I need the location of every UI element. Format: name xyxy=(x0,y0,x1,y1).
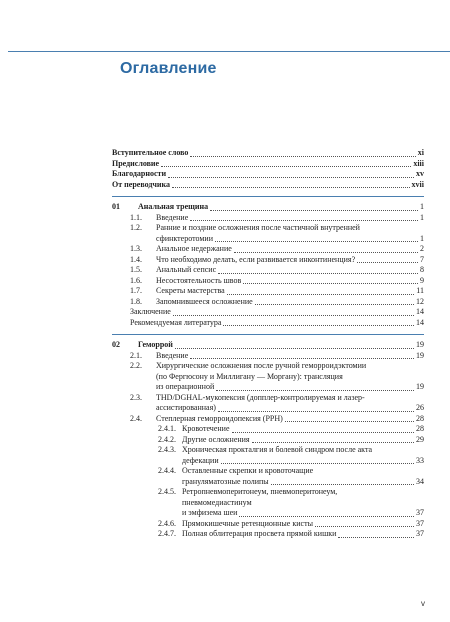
toc-entry-title: Секреты мастерства xyxy=(156,286,225,295)
toc-entry-page: xvii xyxy=(411,179,424,189)
toc-entry xyxy=(112,180,424,191)
dot-leader xyxy=(190,358,414,359)
toc-entry xyxy=(112,519,424,530)
toc-entry-continuation xyxy=(112,372,424,383)
dot-leader xyxy=(243,283,418,284)
dot-leader xyxy=(190,220,418,221)
dot-leader xyxy=(168,177,414,178)
dot-leader xyxy=(172,187,410,188)
toc-entry-number: 2.4.5. xyxy=(158,487,176,496)
toc-entry-number: 2.3. xyxy=(130,392,142,402)
toc-entry-number: 2.4.7. xyxy=(158,529,176,538)
toc-entry-page: 1 xyxy=(420,212,424,222)
toc-entry-page: 28 xyxy=(416,413,424,423)
toc-entry-page: 9 xyxy=(420,275,424,285)
toc-entry-title: Другие осложнения xyxy=(182,434,250,444)
dot-leader xyxy=(357,262,418,263)
dot-leader xyxy=(232,432,415,433)
dot-leader xyxy=(271,484,414,485)
toc-entry-continuation xyxy=(112,477,424,488)
toc-entry-title: дефекации xyxy=(182,455,219,465)
toc-entry xyxy=(112,393,424,404)
toc-entry-page: xi xyxy=(417,148,424,157)
chapter-title: Геморрой xyxy=(138,340,173,349)
dot-leader xyxy=(175,348,414,349)
toc-entry xyxy=(112,318,424,329)
toc-entry-title: Рекомендуемая литература xyxy=(130,317,222,327)
toc-entry-continuation xyxy=(112,403,424,414)
toc-entry xyxy=(112,286,424,297)
toc-entry-title: грануляматозные полипы xyxy=(182,476,269,486)
toc-entry-number: 1.1. xyxy=(130,212,142,222)
toc-entry xyxy=(112,445,424,456)
toc-entry-page: 14 xyxy=(416,317,424,327)
toc-entry-number: 1.5. xyxy=(130,265,142,274)
dot-leader xyxy=(216,390,414,391)
toc-entry-title: Что необходимо делать, если развивается инконтиненция? xyxy=(156,254,356,264)
chapter-page: 19 xyxy=(416,340,424,349)
toc-entry-title: Оставленные скрепки и кровоточащие xyxy=(182,466,314,475)
toc-entry-page: 1 xyxy=(420,233,424,243)
chapter-2 xyxy=(112,340,424,540)
dot-leader xyxy=(227,294,415,295)
toc-entry-number: 2.4.3. xyxy=(158,445,176,454)
toc-entry-title: Вступительное слово xyxy=(112,148,189,157)
toc-entry-title: Благодарности xyxy=(112,169,167,178)
section-divider xyxy=(112,196,424,197)
table-of-contents xyxy=(112,148,424,540)
toc-entry-number: 1.2. xyxy=(130,223,142,232)
chapter-heading xyxy=(112,202,424,213)
dot-leader xyxy=(315,526,414,527)
chapter-title: Анальная трещина xyxy=(138,202,209,211)
toc-entry xyxy=(112,276,424,287)
toc-entry xyxy=(112,424,424,435)
toc-entry xyxy=(112,307,424,318)
toc-entry-page: 2 xyxy=(420,244,424,253)
toc-entry-number: 2.4.6. xyxy=(158,518,176,528)
toc-entry-page: 37 xyxy=(416,529,424,538)
toc-entry-number: 1.8. xyxy=(130,296,142,306)
toc-entry xyxy=(112,213,424,224)
chapter-number: 01 xyxy=(112,202,120,211)
toc-entry-title: Полная облитерация просвета прямой кишки xyxy=(182,529,337,538)
dot-leader xyxy=(218,411,414,412)
dot-leader xyxy=(255,304,414,305)
toc-entry-title: сфинктеротомии xyxy=(156,233,213,243)
toc-entry xyxy=(112,529,424,540)
chapter-heading xyxy=(112,340,424,351)
toc-entry-page: 29 xyxy=(416,434,424,444)
toc-entry-number: 2.4.2. xyxy=(158,434,176,444)
toc-entry-number: 2.2. xyxy=(130,361,142,370)
toc-entry-page: 34 xyxy=(416,476,424,486)
toc-entry-title: Хирургические осложнения после ручной геморроидэктомии xyxy=(156,361,367,370)
toc-entry-title: Введение xyxy=(156,212,189,222)
toc-entry xyxy=(112,351,424,362)
toc-entry-title: пневмомедиастинум xyxy=(182,497,252,507)
toc-entry-title: Кровотечение xyxy=(182,424,230,433)
dot-leader xyxy=(173,315,414,316)
top-rule xyxy=(8,51,450,52)
toc-entry-title: Анальный сепсис xyxy=(156,265,217,274)
toc-entry-number: 2.4. xyxy=(130,413,142,423)
toc-entry xyxy=(112,169,424,180)
toc-entry-continuation xyxy=(112,508,424,519)
dot-leader xyxy=(190,156,415,157)
toc-entry xyxy=(112,255,424,266)
toc-entry-number: 1.7. xyxy=(130,286,142,295)
dot-leader xyxy=(338,537,414,538)
toc-entry xyxy=(112,297,424,308)
toc-entry-page: 19 xyxy=(416,382,424,391)
toc-entry-title: Прямокишечные ретенционные кисты xyxy=(182,518,313,528)
dot-leader xyxy=(223,325,414,326)
toc-entry-title: (по Фергюсону и Миллигану — Моргану): трансляция xyxy=(156,371,343,381)
toc-entry-title: Заключение xyxy=(130,307,171,316)
toc-entry-number: 1.3. xyxy=(130,244,142,253)
toc-entry-number: 1.6. xyxy=(130,275,142,285)
toc-entry-title: ассистированная) xyxy=(156,403,216,412)
toc-entry-title: Ретропневмоперитонеум, пневмоперитонеум, xyxy=(182,487,338,496)
toc-entry-page: xiii xyxy=(413,158,424,168)
toc-entry-page: 19 xyxy=(416,350,424,360)
toc-entry xyxy=(112,223,424,234)
toc-entry xyxy=(112,244,424,255)
chapter-page: 1 xyxy=(420,202,424,211)
toc-entry-title: От переводчика xyxy=(112,179,171,189)
section-divider xyxy=(112,334,424,335)
toc-entry-continuation xyxy=(112,382,424,393)
toc-entry-page: xv xyxy=(416,169,424,178)
toc-entry-page: 26 xyxy=(416,403,424,412)
toc-entry xyxy=(112,159,424,170)
toc-entry-page: 7 xyxy=(420,254,424,264)
dot-leader xyxy=(221,463,414,464)
toc-entry xyxy=(112,148,424,159)
toc-entry-title: Хроническая прокталгия и болевой синдром после акта xyxy=(182,445,373,454)
dot-leader xyxy=(210,210,418,211)
toc-entry xyxy=(112,435,424,446)
toc-entry-continuation xyxy=(112,498,424,509)
toc-entry-page: 37 xyxy=(416,508,424,517)
toc-entry-page: 14 xyxy=(416,307,424,316)
toc-entry-title: THD/DGHAL-мукопексия (допплер-контролируемая и лазер- xyxy=(156,392,365,402)
toc-entry-page: 12 xyxy=(416,296,424,306)
dot-leader xyxy=(218,273,418,274)
dot-leader xyxy=(252,442,414,443)
toc-entry-title: Введение xyxy=(156,350,189,360)
toc-entry-title: и эмфизема шеи xyxy=(182,508,238,517)
toc-entry-page: 11 xyxy=(416,286,424,295)
toc-entry-continuation xyxy=(112,234,424,245)
toc-entry-title: Анальное недержание xyxy=(156,244,232,253)
dot-leader xyxy=(285,421,414,422)
page-title: Оглавление xyxy=(120,60,217,77)
toc-entry-title: из операционной xyxy=(156,382,215,391)
chapter-1 xyxy=(112,202,424,328)
dot-leader xyxy=(161,166,411,167)
toc-entry xyxy=(112,466,424,477)
toc-entry-title: Степлерная геморроидопексия (PPH) xyxy=(156,413,283,423)
dot-leader xyxy=(234,252,418,253)
dot-leader xyxy=(215,241,418,242)
toc-entry-title: Предисловие xyxy=(112,158,160,168)
toc-entry-page: 37 xyxy=(416,518,424,528)
toc-entry-number: 2.4.4. xyxy=(158,466,176,475)
toc-entry xyxy=(112,265,424,276)
toc-entry-number: 1.4. xyxy=(130,254,142,264)
toc-entry-number: 2.1. xyxy=(130,350,142,360)
toc-entry xyxy=(112,414,424,425)
toc-entry-title: Ранние и поздние осложнения после частичной внутренней xyxy=(156,223,360,232)
toc-entry-page: 33 xyxy=(416,455,424,465)
page-number: v xyxy=(421,599,425,608)
chapter-number: 02 xyxy=(112,340,120,349)
front-matter xyxy=(112,148,424,190)
toc-entry-title: Несостоятельность швов xyxy=(156,275,242,285)
toc-entry-continuation xyxy=(112,456,424,467)
toc-entry-page: 8 xyxy=(420,265,424,274)
toc-entry-title: Запомнившееся осложнение xyxy=(156,296,253,306)
toc-entry xyxy=(112,487,424,498)
toc-entry-number: 2.4.1. xyxy=(158,424,176,433)
dot-leader xyxy=(239,516,414,517)
toc-entry-page: 28 xyxy=(416,424,424,433)
toc-entry xyxy=(112,361,424,372)
